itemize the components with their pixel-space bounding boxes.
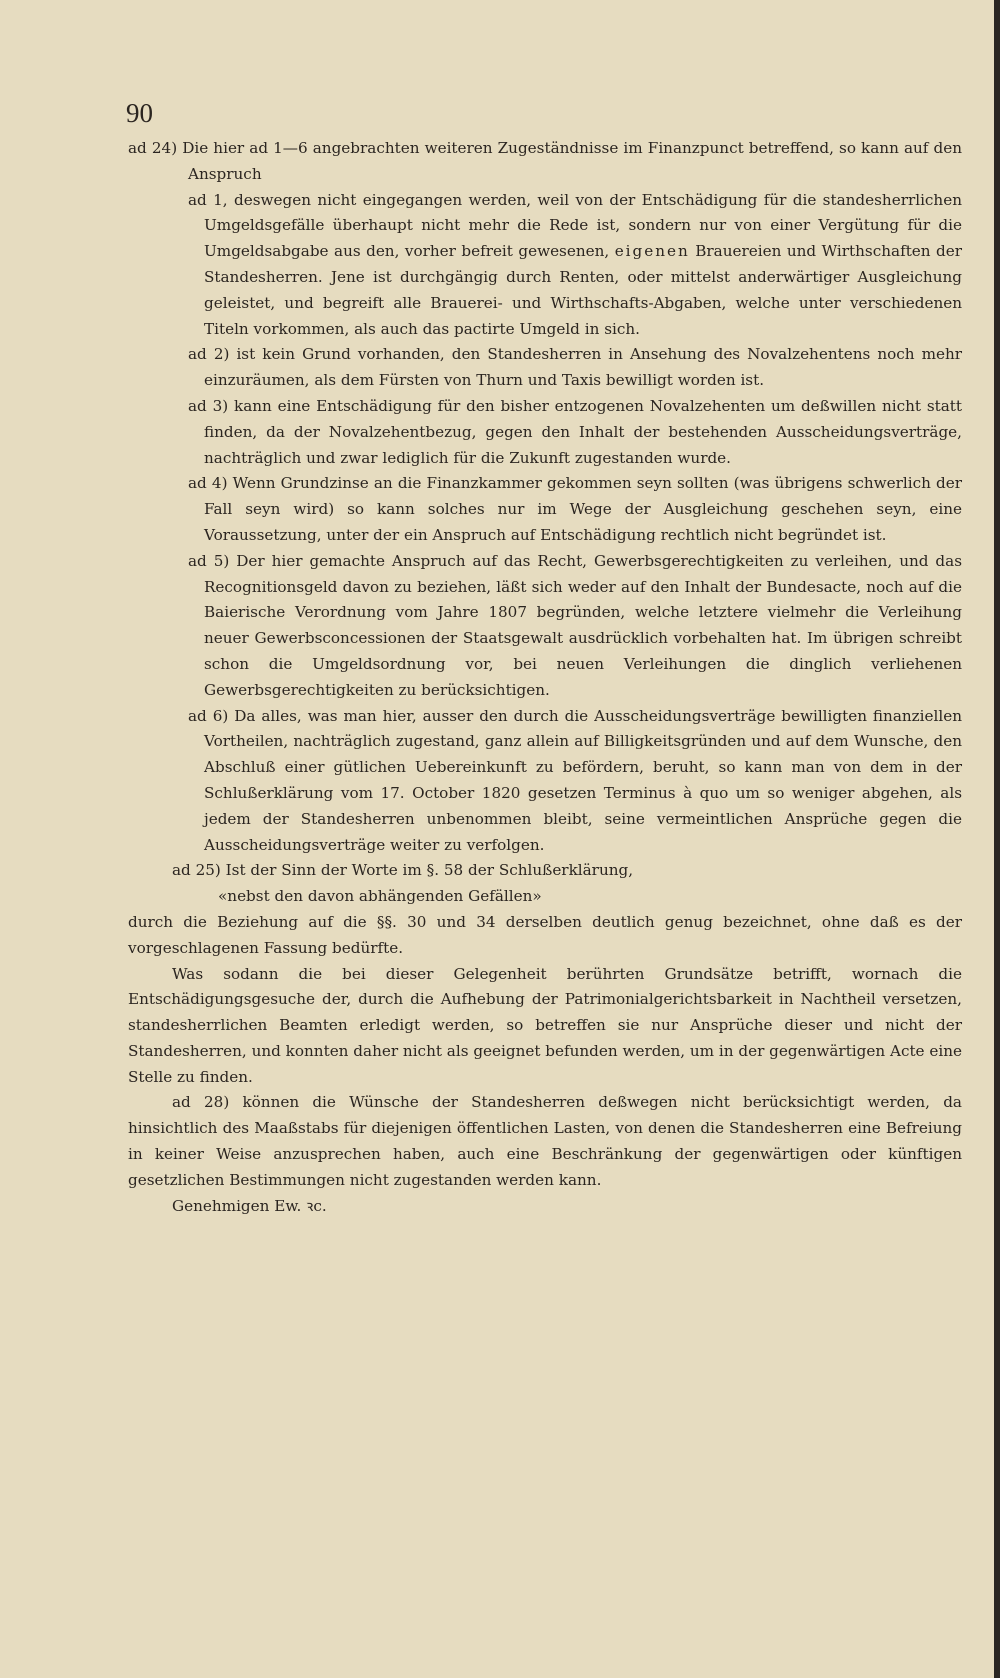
paragraph-grundsaetze: Was sodann die bei dieser Gelegenheit berührten Grundsätze betrifft, wornach die Entschädigungsgesuche der, durch die Aufhebung der Patrimonialgerichtsbarkeit in Nachtheil versetzen, standesherrlichen Beamten erledigt werden, so betreffen sie nur Ansprüche dieser und nicht der Standesherren, und konnten daher nicht als geeignet befunden werden, um in der gegenwärtigen Acte eine Stelle zu finden. [128,964,962,1086]
paragraph-continuation: durch die Beziehung auf die §§. 30 und 34 derselben deutlich genug bezeichnet, ohne daß es der vorgeschlagenen Fassung bedürfte. [128,912,962,957]
paragraph-ad-5: ad 5) Der hier gemachte Anspruch auf das Recht, Gewerbsgerechtigkeiten zu verleihen, und das Recognitionsgeld davon zu beziehen, läßt sich weder auf den Inhalt der Bundesacte, noch auf die Baierische Verordnung vom Jahre 1807 begründen, welche letztere vielmehr die Verleihung neuer Gewerbsconcessionen der Staatsgewalt ausdrücklich vorbehalten hat. Im übrigen schreibt schon die Umgeldsordnung vor, bei neuen Verleihungen die dinglich verliehenen Gewerbsgerechtigkeiten zu berücksichtigen. [188,551,962,699]
paragraph-ad-6: ad 6) Da alles, was man hier, ausser den durch die Ausscheidungsverträge bewilligten finanziellen Vortheilen, nachträglich zugestand, ganz allein auf Billigkeitsgründen und auf dem Wunsche, den Abschluß einer gütlichen Uebereinkunft zu befördern, beruht, so kann man von dem in der Schlußerklärung vom 17. October 1820 gesetzen Terminus à quo um so weniger abgehen, als jedem der Standesherren unbenommen bleibt, seine vermeintlichen Ansprüche gegen die Ausscheidungsverträge weiter zu verfolgen. [188,706,962,854]
paragraph-ad-1: ad 1, deswegen nicht eingegangen werden, weil von der Entschädigung für die standesherrlichen Umgeldsgefälle überhaupt nicht mehr die Rede ist, sondern nur von einer Vergütung für die Umgeldsabgabe aus den, vorher befreit gewesenen, eigenen Brauereien und Wirthschaften der Standesherren. Jene ist durchgängig durch Renten, oder mittelst anderwärtiger Ausgleichung geleistet, und begreift alle Brauerei- und Wirthschafts-Abgaben, welche unter verschiedenen Titeln vorkommen, als auch das pactirte Umgeld in sich. [188,190,962,338]
emphasis-eigenen: eigenen [614,242,690,261]
closing-formula: Genehmigen Ew. ꝛc. [172,1196,327,1215]
page-text [128,136,962,1219]
page-number: 90 [126,98,153,128]
paragraph-ad-3: ad 3) kann eine Entschädigung für den bisher entzogenen Novalzehenten um deßwillen nicht statt finden, da der Novalzehentbezug, gegen den Inhalt der bestehenden Ausscheidungsverträge, nachträglich und zwar lediglich für die Zukunft zugestanden wurde. [188,396,962,467]
paragraph-ad-2: ad 2) ist kein Grund vorhanden, den Standesherren in Ansehung des Novalzehentens noch mehr einzuräumen, als dem Fürsten von Thurn und Taxis bewilligt worden ist. [188,345,962,390]
paragraph-ad-24: ad 24) Die hier ad 1—6 angebrachten weiteren Zugeständnisse im Finanzpunct betreffend, so kann auf den Anspruch [128,139,962,183]
paragraph-ad-25: ad 25) Ist der Sinn der Worte im §. 58 der Schlußerklärung, [172,861,634,880]
paragraph-ad-28: ad 28) können die Wünsche der Standesherren deßwegen nicht berücksichtigt werden, da hinsichtlich des Maaßstabs für diejenigen öffentlichen Lasten, von denen die Standesherren eine Befreiung in keiner Weise anzusprechen haben, auch eine Beschränkung der gegenwärtigen oder künftigen gesetzlichen Bestimmungen nicht zugestanden werden kann. [128,1093,962,1189]
paragraph-ad-4: ad 4) Wenn Grundzinse an die Finanzkammer gekommen seyn sollten (was übrigens schwerlich der Fall seyn wird) so kann solches nur im Wege der Ausgleichung geschehen seyn, eine Voraussetzung, unter der ein Anspruch auf Entschädigung rechtlich nicht begründet ist. [188,474,962,544]
quotation: «nebst den davon abhängenden Gefällen» [218,887,542,906]
